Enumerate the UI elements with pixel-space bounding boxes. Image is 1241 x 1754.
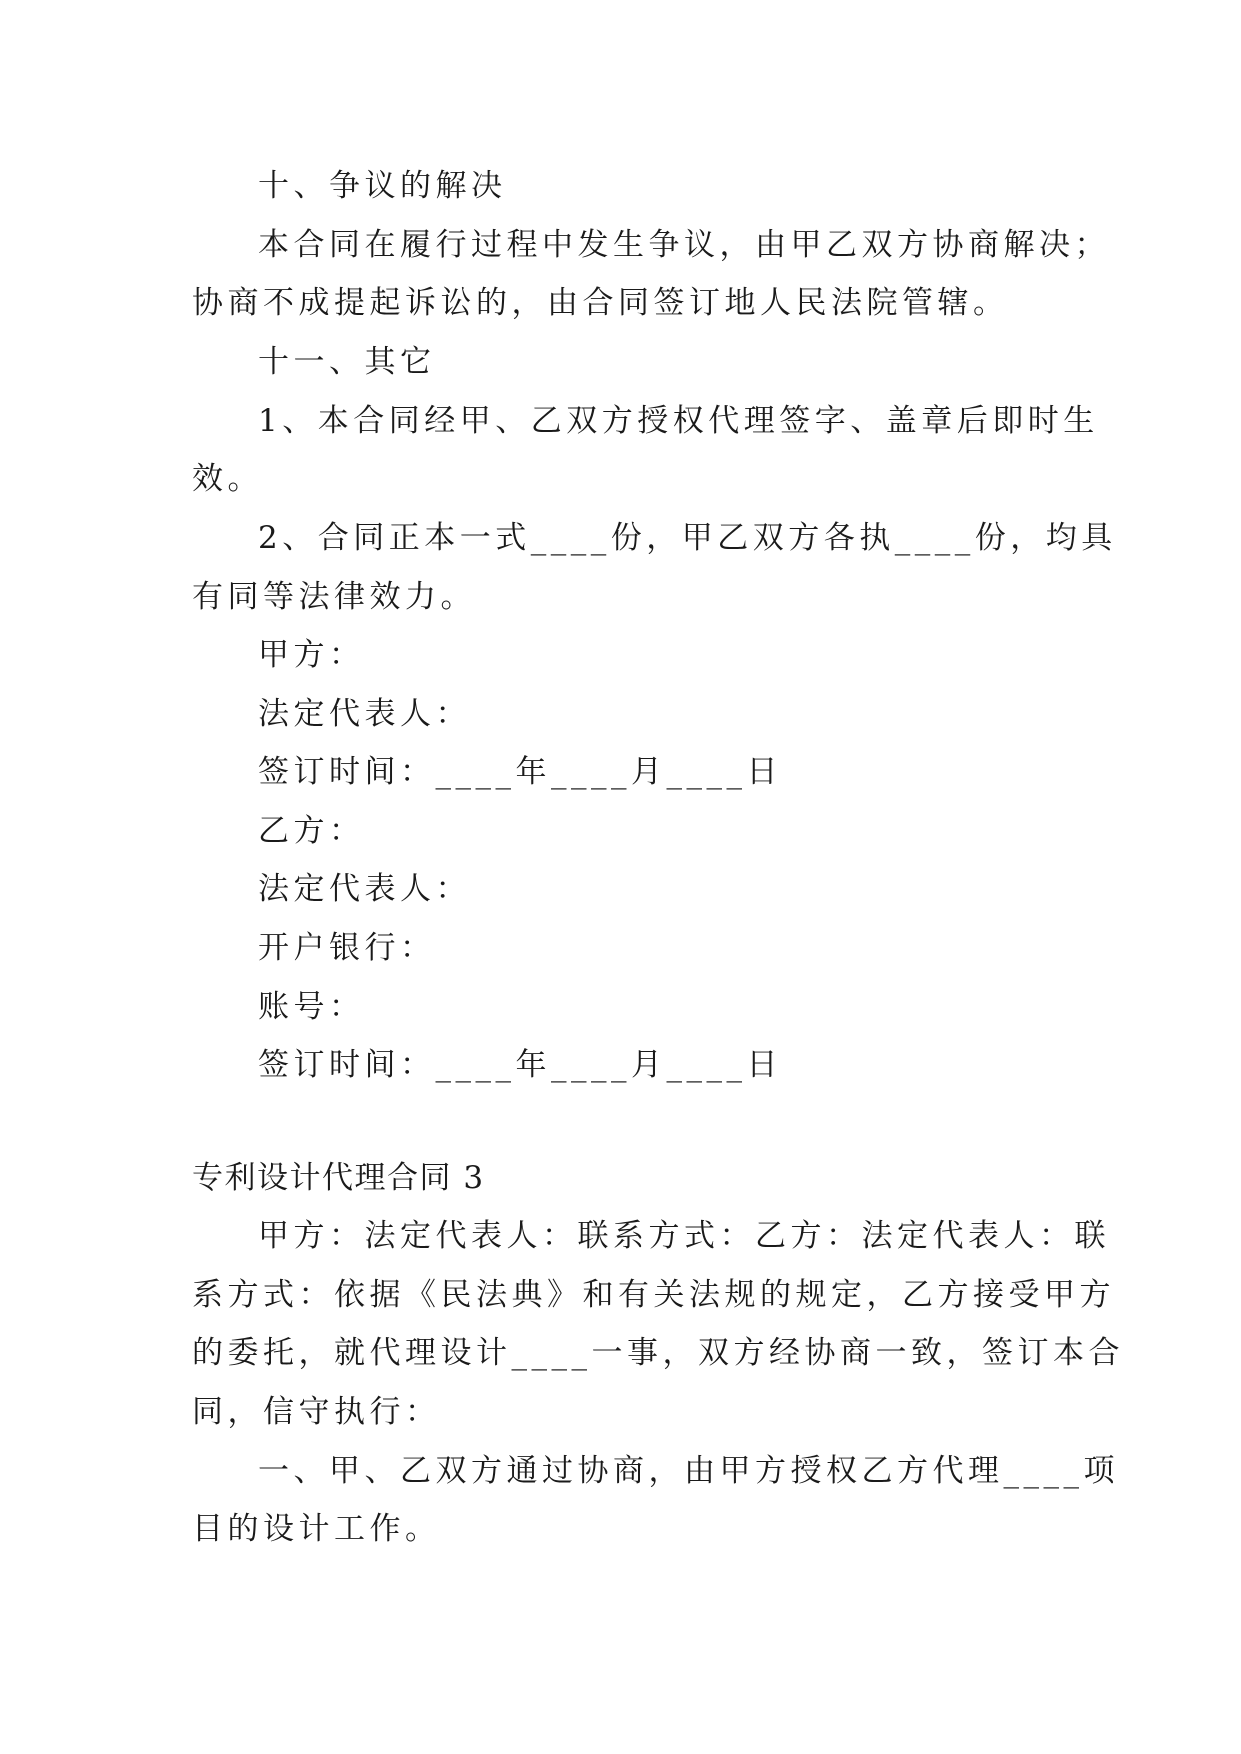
paragraph-line: 系方式：依据《民法典》和有关法规的规定，乙方接受甲方 <box>192 1277 1115 1313</box>
paragraph-line: 1、本合同经甲、乙双方授权代理签字、盖章后即时生 <box>258 403 1099 439</box>
section-heading-dispute-resolution: 十、争议的解决 <box>258 168 507 204</box>
paragraph-line: 本合同在履行过程中发生争议，由甲乙双方协商解决； <box>258 227 1110 263</box>
party-a-label: 甲方： <box>258 637 365 673</box>
clause-one-line: 一、甲、乙双方通过协商，由甲方授权乙方代理____项 <box>258 1453 1119 1489</box>
signing-date-line: 签订时间：____年____月____日 <box>258 754 782 790</box>
paragraph-line: 效。 <box>192 461 263 497</box>
party-b-label: 乙方： <box>258 813 365 849</box>
paragraph-line: 2、合同正本一式____份，甲乙双方各执____份，均具 <box>258 520 1117 556</box>
paragraph-line: 同，信守执行： <box>192 1394 441 1430</box>
paragraph-line: 目的设计工作。 <box>192 1511 441 1547</box>
legal-representative-label: 法定代表人： <box>258 871 471 907</box>
paragraph-line: 有同等法律效力。 <box>192 579 476 615</box>
account-label: 账号： <box>258 989 365 1025</box>
contract-title: 专利设计代理合同 3 <box>192 1160 485 1196</box>
bank-label: 开户银行： <box>258 930 436 966</box>
legal-representative-label: 法定代表人： <box>258 696 471 732</box>
paragraph-line: 的委托，就代理设计____一事，双方经协商一致，签订本合 <box>192 1335 1124 1371</box>
section-heading-other: 十一、其它 <box>258 344 436 380</box>
paragraph-line: 甲方：法定代表人：联系方式：乙方：法定代表人：联 <box>258 1218 1110 1254</box>
signing-date-line: 签订时间：____年____月____日 <box>258 1047 782 1083</box>
paragraph-line: 协商不成提起诉讼的，由合同签订地人民法院管辖。 <box>192 285 1009 321</box>
